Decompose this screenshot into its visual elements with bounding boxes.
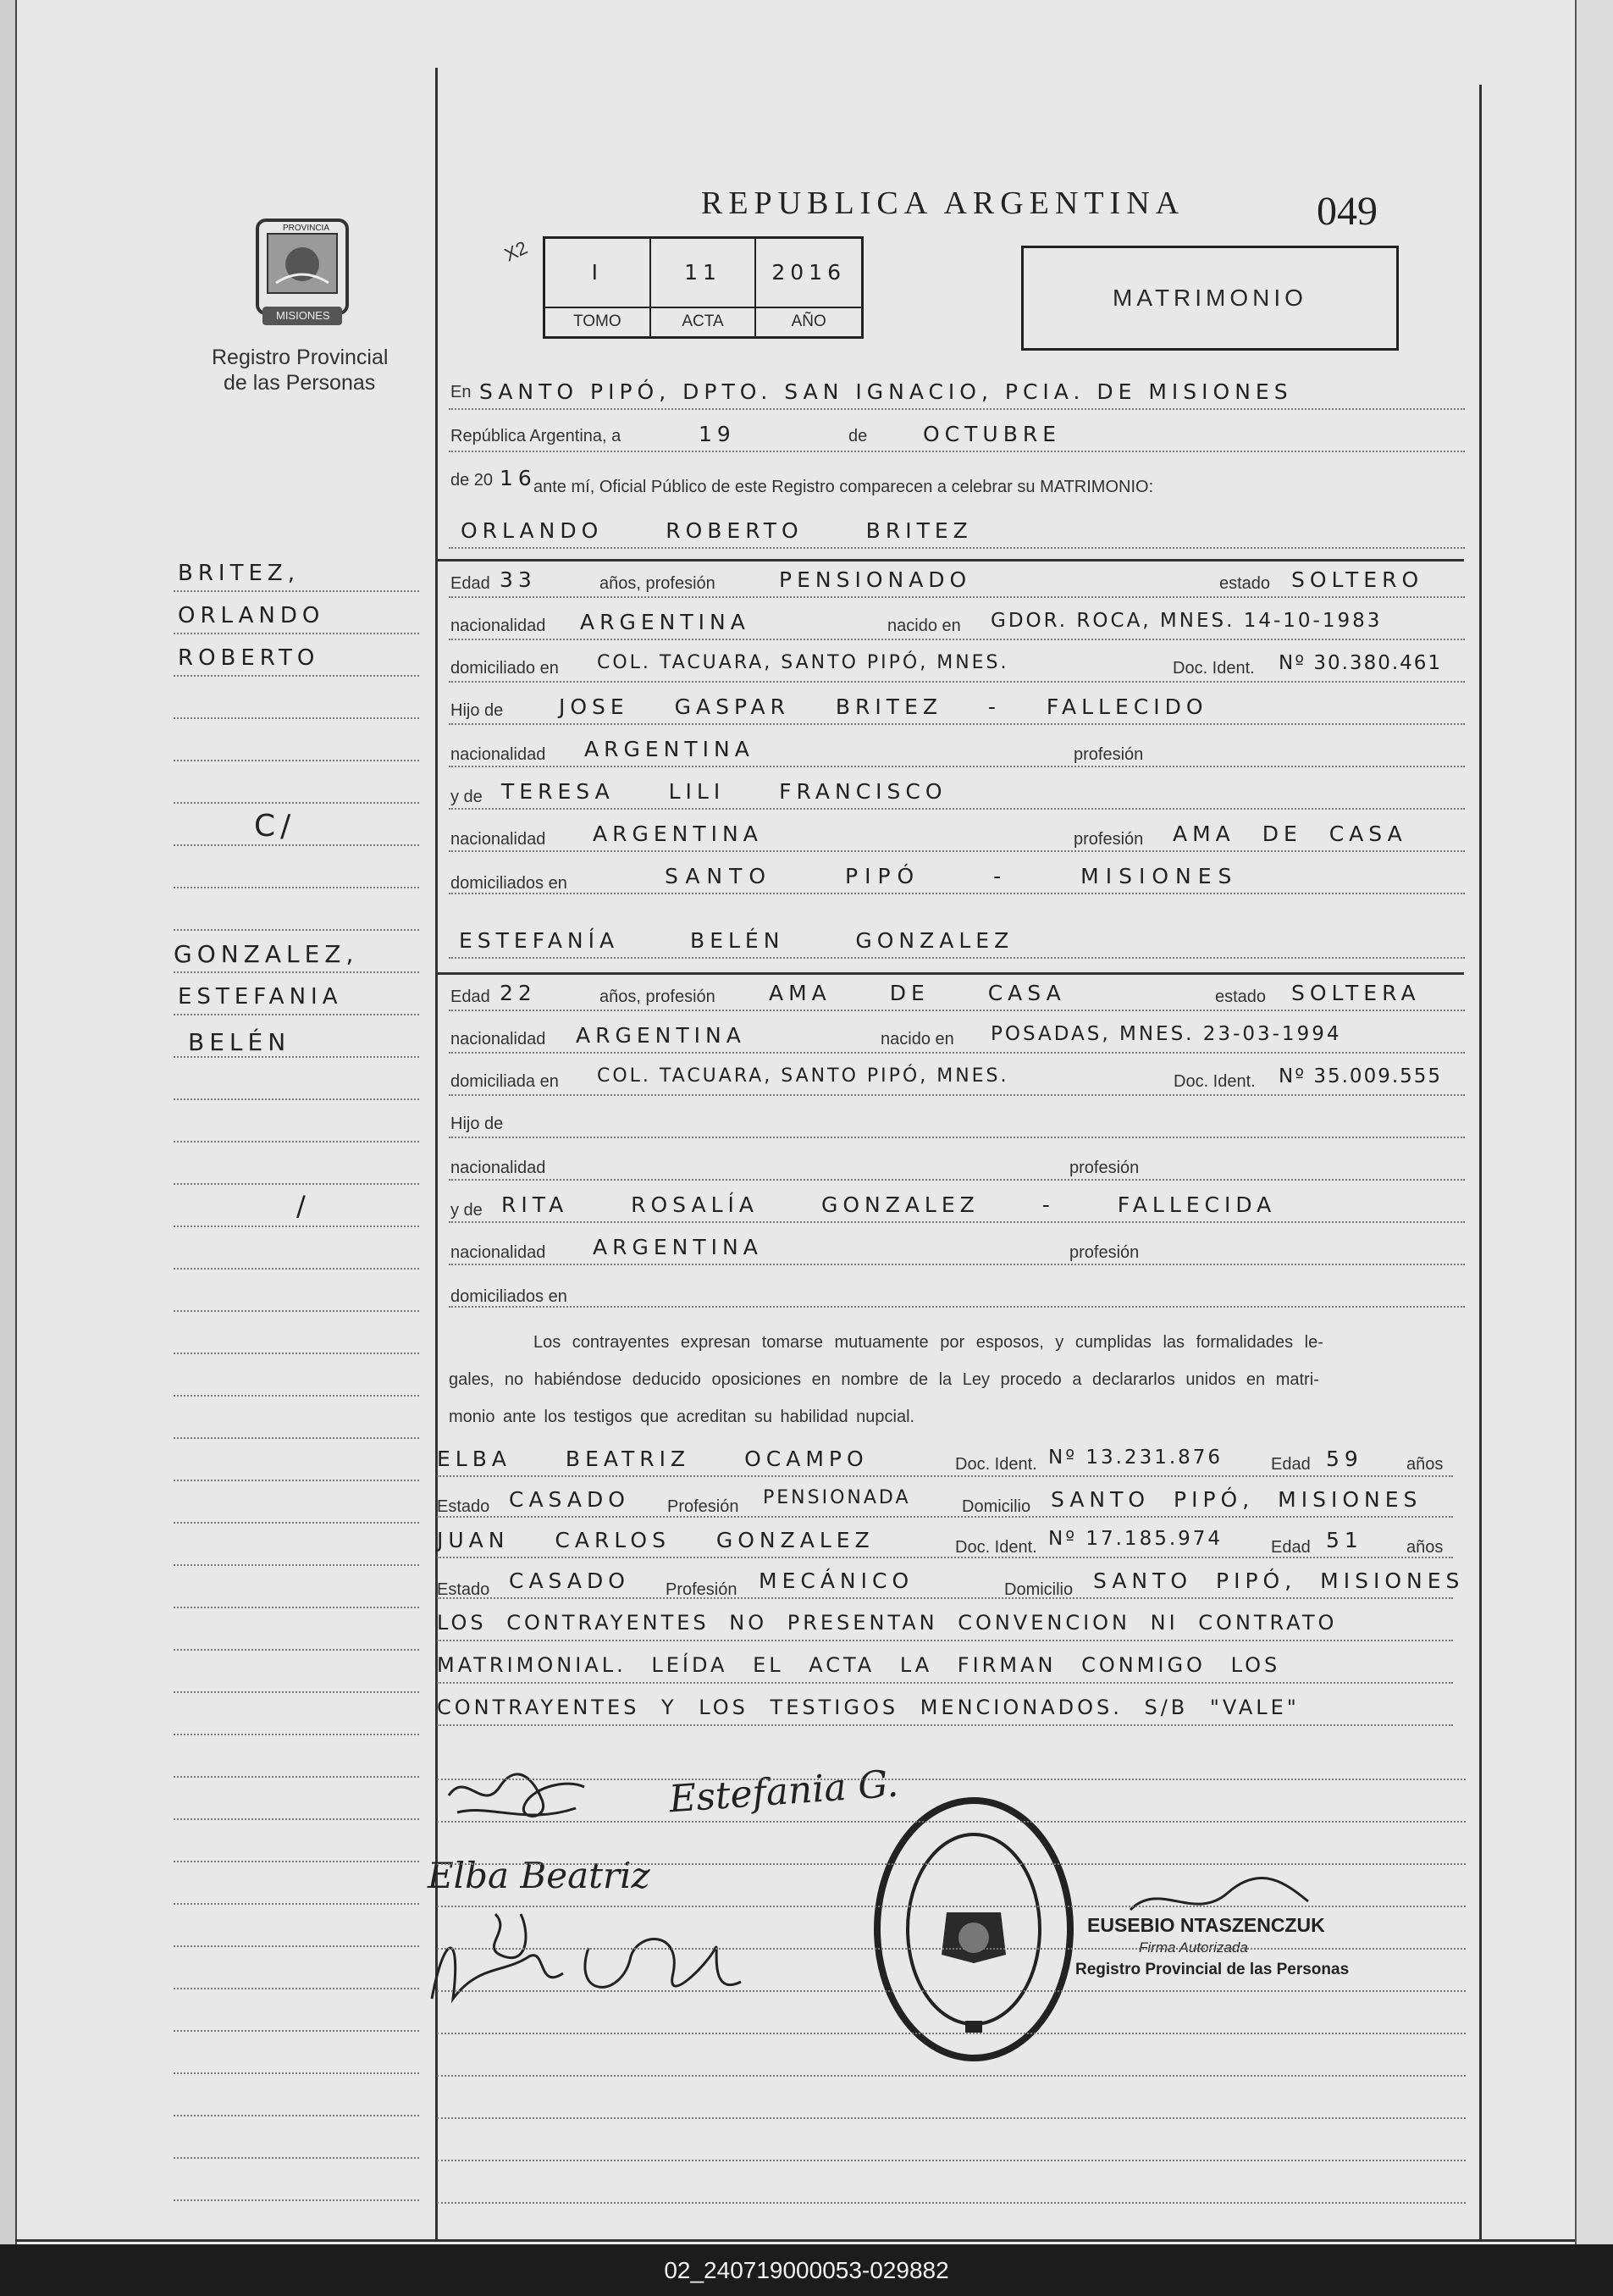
margin-dotted-line <box>174 2072 419 2074</box>
bride-name-row <box>449 928 1465 959</box>
notes-row-2 <box>437 1653 1453 1684</box>
margin-dotted-line <box>174 1098 419 1100</box>
year-prefix: de 20 <box>450 471 494 490</box>
witness1-age: 59 <box>1326 1447 1363 1471</box>
margin-groom-2: ORLANDO <box>178 603 325 628</box>
bride-mother-prof-label: profesión <box>1069 1243 1140 1262</box>
bride-full-name: ESTEFANÍA BELÉN GONZALEZ <box>459 928 1014 953</box>
bride-domiciliados-label: domiciliados en <box>450 1287 567 1306</box>
margin-dotted-line <box>174 1734 419 1735</box>
file-id: 02_240719000053-029882 <box>664 2257 949 2283</box>
groom-domicilio-label: domiciliado en <box>450 659 559 678</box>
groom-full-name: ORLANDO ROBERTO BRITEZ <box>461 518 973 543</box>
margin-dotted-line <box>174 1437 419 1439</box>
margin-dotted-line <box>174 1903 419 1905</box>
margin-dotted-line <box>174 802 419 804</box>
bride-doc-label: Doc. Ident. <box>1174 1072 1256 1091</box>
margin-dotted-line <box>174 675 419 677</box>
tomo-value: I <box>545 239 651 307</box>
margin-dotted-line <box>174 2157 419 2159</box>
ano-value: 2016 <box>771 260 846 285</box>
bride-father-prof-label: profesión <box>1069 1159 1140 1177</box>
witness2-doc-label: Doc. Ident. <box>955 1538 1037 1557</box>
witness1-profession: PENSIONADA <box>763 1487 911 1508</box>
groom-mother-profession: AMA DE CASA <box>1173 822 1407 846</box>
bride-nationality: ARGENTINA <box>576 1023 746 1048</box>
witness2-profesion-label: Profesión <box>666 1580 737 1599</box>
margin-dotted-line <box>174 844 419 846</box>
signature-dotted-line <box>437 2075 1466 2077</box>
groom-father-nac-label: nacionalidad <box>450 745 546 764</box>
witness2-profession: MECÁNICO <box>759 1568 914 1593</box>
country-label: República Argentina, a <box>450 427 621 445</box>
margin-dotted-line <box>174 1225 419 1227</box>
right-rule <box>1479 85 1482 2240</box>
margin-dotted-line <box>174 2115 419 2116</box>
groom-father: JOSE GASPAR BRITEZ - FALLECIDO <box>559 694 1208 719</box>
groom-doc-label: Doc. Ident. <box>1173 659 1255 678</box>
groom-anos-label: años, profesión <box>599 574 715 593</box>
de-label: de <box>848 427 868 445</box>
binding-edge <box>0 0 17 2244</box>
groom-father-nationality: ARGENTINA <box>584 737 754 761</box>
margin-dotted-line <box>174 717 419 719</box>
bottom-rule <box>15 2239 1575 2242</box>
registry-box <box>543 236 864 339</box>
margin-dotted-line <box>174 1776 419 1778</box>
witness-signatures-scribble <box>428 1897 749 2016</box>
witness1-status: CASADO <box>509 1487 630 1512</box>
provincial-emblem <box>251 215 354 334</box>
witness1-estado-label: Estado <box>437 1497 490 1516</box>
bride-mother: RITA ROSALÍA GONZALEZ - FALLECIDA <box>501 1192 1277 1217</box>
bride-mother-nat-row <box>449 1235 1465 1265</box>
groom-yde-label: y de <box>450 788 483 806</box>
bride-father-row <box>449 1108 1465 1138</box>
margin-groom-3: ROBERTO <box>178 645 320 671</box>
witness1-domicile: SANTO PIPÓ, MISIONES <box>1051 1487 1422 1512</box>
margin-dotted-line <box>174 1945 419 1947</box>
witness1-doc-label: Doc. Ident. <box>955 1455 1037 1474</box>
witness1-signature: Elba Beatriz <box>428 1855 650 1896</box>
witness2-name-row <box>437 1528 1453 1558</box>
corner-mark: X2 <box>500 236 531 266</box>
emblem-bottom-text: MISIONES <box>276 309 330 322</box>
witness1-status-row <box>437 1487 1453 1518</box>
margin-connector: C/ <box>254 809 296 844</box>
margin-dotted-line <box>174 1268 419 1270</box>
margin-dotted-line <box>174 1607 419 1608</box>
bride-domicilio-label: domiciliada en <box>450 1072 559 1091</box>
witness2-doc: Nº 17.185.974 <box>1048 1528 1224 1550</box>
groom-domiciliados-label: domiciliados en <box>450 874 567 893</box>
groom-birth: GDOR. ROCA, MNES. 14-10-1983 <box>991 610 1383 632</box>
signature-dotted-line <box>437 1863 1466 1865</box>
signature-dotted-line <box>437 1779 1466 1780</box>
signature-dotted-line <box>437 1906 1466 1907</box>
margin-mark: / <box>296 1190 311 1222</box>
bride-doc: Nº 35.009.555 <box>1279 1065 1443 1087</box>
bride-mother-nac-label: nacionalidad <box>450 1243 546 1262</box>
intro-place-row <box>449 379 1465 410</box>
bride-yde-label: y de <box>450 1201 483 1220</box>
official-stamp <box>872 1794 1075 2065</box>
bride-nationality-row <box>449 1023 1465 1054</box>
tomo-label: TOMO <box>545 308 651 336</box>
signature-dotted-line <box>437 1948 1466 1950</box>
margin-dotted-line <box>174 1564 419 1566</box>
bride-hijo-label: Hijo de <box>450 1115 504 1133</box>
margin-bride-1: GONZALEZ, <box>174 940 359 968</box>
country-title: REPUBLICA ARGENTINA <box>701 185 1185 221</box>
margin-dotted-line <box>174 1014 419 1015</box>
margin-dotted-line <box>174 1522 419 1524</box>
witness2-status: CASADO <box>509 1568 630 1593</box>
margin-dotted-line <box>174 1056 419 1058</box>
signature-dotted-line <box>437 2160 1466 2161</box>
margin-bride-2: ESTEFANIA <box>178 984 343 1010</box>
bride-age: 22 <box>500 981 537 1005</box>
groom-father-nat-row <box>449 737 1465 767</box>
bride-estado-label: estado <box>1215 988 1267 1006</box>
intro-text: ante mí, Oficial Público de este Registro comparecen a celebrar su MATRIMONIO: <box>533 478 1154 496</box>
bride-edad-label: Edad <box>450 988 490 1006</box>
groom-profession: PENSIONADO <box>779 567 972 592</box>
act-type-box <box>1021 246 1399 351</box>
signature-dotted-line <box>437 2117 1466 2119</box>
bride-signature: Estefania G. <box>667 1762 900 1822</box>
groom-parents-domicile: SANTO PIPÓ - MISIONES <box>665 864 1239 888</box>
witness1-profesion-label: Profesión <box>667 1497 739 1516</box>
witness2-edad-label: Edad <box>1271 1538 1311 1557</box>
body-text-line3: monio ante los testigos que acreditan su habilidad nupcial. <box>449 1408 915 1426</box>
groom-mother-nac-label: nacionalidad <box>450 830 546 849</box>
groom-nacido-label: nacido en <box>887 617 961 635</box>
bride-mother-nationality: ARGENTINA <box>593 1235 763 1259</box>
groom-name-row <box>449 518 1465 549</box>
groom-mother-prof-label: profesión <box>1074 830 1144 849</box>
bride-mother-row <box>449 1192 1465 1223</box>
notes-row-1 <box>437 1611 1453 1641</box>
witness2-name: JUAN CARLOS GONZALEZ <box>437 1528 875 1552</box>
file-id-footer <box>0 2244 1613 2296</box>
act-type: MATRIMONIO <box>1113 285 1307 311</box>
margin-dotted-line <box>174 2030 419 2032</box>
org-name-line1: Registro Provincial <box>212 346 389 369</box>
stamp-text <box>533 1455 564 1456</box>
margin-dotted-line <box>174 1141 419 1142</box>
en-label: En <box>450 383 472 401</box>
bride-nacionalidad-label: nacionalidad <box>450 1030 546 1048</box>
margin-dotted-line <box>174 929 419 931</box>
bride-father-nat-row <box>449 1150 1465 1181</box>
margin-dotted-line <box>174 633 419 634</box>
groom-mother: TERESA LILI FRANCISCO <box>501 779 947 804</box>
groom-signature-icon <box>440 1762 593 1838</box>
groom-nacionalidad-label: nacionalidad <box>450 617 546 635</box>
bride-domicile-row <box>449 1065 1465 1096</box>
margin-dotted-line <box>174 971 419 973</box>
bride-nacido-label: nacido en <box>881 1030 954 1048</box>
margin-dotted-line <box>174 1818 419 1820</box>
signature-dotted-line <box>437 2202 1466 2204</box>
bride-father-nac-label: nacionalidad <box>450 1159 546 1177</box>
groom-age-row <box>449 567 1465 598</box>
groom-signature <box>440 1762 593 1838</box>
bride-civil-status: SOLTERA <box>1291 981 1421 1005</box>
groom-separator <box>435 559 1464 562</box>
witness1-domicilio-label: Domicilio <box>962 1497 1031 1516</box>
groom-mother-row <box>449 779 1465 810</box>
month-value: OCTUBRE <box>923 422 1062 446</box>
margin-bride-3: BELÉN <box>188 1028 291 1056</box>
officer-title: Firma Autorizada <box>1139 1939 1248 1956</box>
groom-domicile: COL. TACUARA, SANTO PIPÓ, MNES. <box>597 652 1009 673</box>
groom-father-row <box>449 694 1465 725</box>
page-right-edge <box>1575 0 1613 2244</box>
margin-dotted-line <box>174 760 419 761</box>
margin-dotted-line <box>174 1691 419 1693</box>
bride-domicile: COL. TACUARA, SANTO PIPÓ, MNES. <box>597 1065 1009 1087</box>
margin-dotted-line <box>174 1480 419 1481</box>
margin-groom-1: BRITEZ, <box>178 561 300 586</box>
margin-dotted-line <box>174 590 419 592</box>
groom-doc: Nº 30.380.461 <box>1279 652 1443 674</box>
bride-anos-label: años, profesión <box>599 988 715 1006</box>
officer-office: Registro Provincial de las Personas <box>1075 1961 1350 1978</box>
margin-dotted-line <box>174 1353 419 1354</box>
margin-dotted-line <box>174 1861 419 1862</box>
witness1-name-row <box>437 1447 1453 1477</box>
groom-age: 33 <box>500 567 537 592</box>
witness1-edad-label: Edad <box>1271 1455 1311 1474</box>
groom-domicile-row <box>449 652 1465 683</box>
notes-line2: MATRIMONIAL. LEÍDA EL ACTA LA FIRMAN CONMIGO LOS <box>437 1653 1281 1677</box>
margin-dotted-line <box>174 1649 419 1651</box>
intro-date-row <box>449 422 1465 452</box>
body-text-line1: Los contrayentes expresan tomarse mutuamente por esposos, y cumplidas las formalidades le- <box>533 1333 1323 1352</box>
witness1-name: ELBA BEATRIZ OCAMPO <box>437 1447 869 1471</box>
witness2-age: 51 <box>1326 1528 1363 1552</box>
signature-dotted-line <box>437 2033 1466 2034</box>
groom-mother-nat-row <box>449 822 1465 852</box>
day-value: 19 <box>699 422 736 446</box>
bride-birth: POSADAS, MNES. 23-03-1994 <box>991 1023 1342 1045</box>
notes-line3: CONTRAYENTES Y LOS TESTIGOS MENCIONADOS. S/B "VALE" <box>437 1696 1300 1719</box>
witness2-signature-icon <box>428 1897 749 2016</box>
margin-dotted-line <box>174 2199 419 2201</box>
body-text-line2: gales, no habiéndose deducido oposiciones en nombre de la Ley procedo a declararlos unidos en matri- <box>449 1370 1319 1389</box>
groom-nationality-row <box>449 610 1465 640</box>
witness1-doc: Nº 13.231.876 <box>1048 1447 1224 1469</box>
notes-line1: LOS CONTRAYENTES NO PRESENTAN CONVENCION NI CONTRATO <box>437 1611 1338 1635</box>
page-number: 049 <box>1317 189 1378 234</box>
acta-value: 11 <box>651 239 757 307</box>
witness2-domicile: SANTO PIPÓ, MISIONES <box>1093 1568 1465 1593</box>
bride-parents-domicile-row <box>449 1277 1465 1308</box>
acta-label: ACTA <box>651 308 757 336</box>
officer-name: EUSEBIO NTASZENCZUK <box>1087 1914 1325 1936</box>
groom-mother-nationality: ARGENTINA <box>593 822 763 846</box>
margin-dotted-line <box>174 1395 419 1397</box>
margin-dotted-line <box>174 887 419 888</box>
witness2-status-row <box>437 1568 1465 1599</box>
ano-label: AÑO <box>791 313 826 330</box>
witness2-estado-label: Estado <box>437 1580 490 1599</box>
groom-parents-domicile-row <box>449 864 1465 894</box>
groom-estado-label: estado <box>1219 574 1271 593</box>
year-suffix: 16 <box>500 466 537 490</box>
witness1-anos-label: años <box>1406 1455 1444 1474</box>
margin-dotted-line <box>174 1988 419 1989</box>
signature-dotted-line <box>437 1821 1466 1823</box>
bride-profession: AMA DE CASA <box>769 981 1066 1005</box>
groom-civil-status: SOLTERO <box>1291 567 1424 592</box>
witness2-anos-label: años <box>1406 1538 1444 1557</box>
margin-dotted-line <box>174 1183 419 1185</box>
signature-dotted-line <box>437 1990 1466 1992</box>
place-value: SANTO PIPÓ, DPTO. SAN IGNACIO, PCIA. DE MISIONES <box>479 379 1293 404</box>
margin-dotted-line <box>174 1310 419 1312</box>
notes-row-3 <box>437 1696 1453 1726</box>
stamp-icon <box>872 1794 1075 2065</box>
bride-age-row <box>449 981 1465 1011</box>
bride-separator <box>435 972 1464 975</box>
groom-edad-label: Edad <box>450 574 490 593</box>
witness2-domicilio-label: Domicilio <box>1004 1580 1074 1599</box>
groom-hijo-label: Hijo de <box>450 701 504 720</box>
org-name-line2: de las Personas <box>224 371 376 395</box>
emblem-top-text: PROVINCIA <box>283 224 330 233</box>
groom-nationality: ARGENTINA <box>580 610 750 634</box>
groom-father-prof-label: profesión <box>1074 745 1144 764</box>
